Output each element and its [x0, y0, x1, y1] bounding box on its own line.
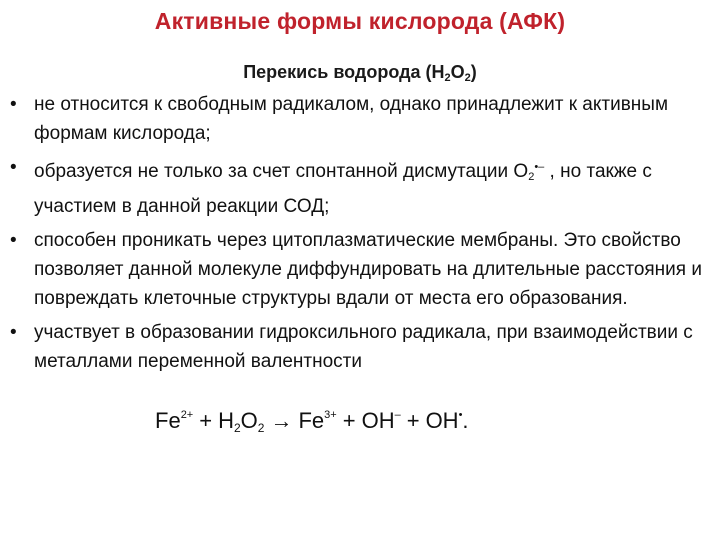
formula-end: .	[462, 408, 469, 433]
formula-fe2: Fe	[298, 408, 325, 433]
formula-h-sub: 2	[233, 421, 241, 435]
bullet-text: участвует в образовании гидроксильного радикала, при взаимодействии с металлами переменной валентности	[34, 322, 693, 372]
bullet-text-sub: 2	[528, 171, 535, 183]
formula-plus-2: +	[342, 408, 356, 433]
formula-fe1-charge: 2+	[180, 409, 194, 421]
formula-o-sub: 2	[257, 421, 265, 435]
formula-oh2: OH	[425, 408, 459, 433]
formula-h: H	[218, 408, 234, 433]
subtitle-prefix: Перекись водорода (H	[243, 62, 445, 82]
bullet-item	[10, 226, 710, 313]
bullet-list	[10, 90, 710, 381]
subtitle-mid: O	[450, 62, 465, 82]
slide-subtitle	[0, 62, 720, 84]
slide-title: Активные формы кислорода (АФК)	[154, 8, 566, 34]
formula-arrow: →	[270, 408, 293, 433]
formula-o: O	[240, 408, 258, 433]
bullet-text-pre: образуется не только за счет спонтанной дисмутации O	[34, 161, 529, 182]
bullet-text-sup: •–	[534, 161, 545, 173]
formula-oh1: OH	[361, 408, 395, 433]
bullet-text: способен проникать через цитоплазматические мембраны. Это свойство позволяет данной молекуле диффундировать на длительные расстояния и повреждать клеточные структуры вдали от места его образования.	[34, 230, 702, 309]
formula-plus-3: +	[406, 408, 420, 433]
formula-plus-1: +	[199, 408, 213, 433]
bullet-item	[10, 318, 710, 376]
bullet-text-post: , но также с участием в данной реакции СОД;	[34, 161, 652, 217]
bullet-glyph: •	[10, 157, 17, 178]
formula-fe1: Fe	[155, 408, 181, 433]
subtitle-sub-1: 2	[444, 72, 451, 84]
bullet-glyph: •	[10, 230, 17, 251]
subtitle-suffix: )	[470, 62, 477, 82]
formula-fe2-charge: 3+	[324, 409, 337, 421]
reaction-formula	[155, 408, 575, 435]
bullet-glyph: •	[10, 322, 17, 343]
subtitle-sub-2: 2	[464, 72, 471, 84]
bullet-item	[10, 90, 710, 148]
formula-oh2-radical: •	[458, 409, 463, 421]
bullet-text: не относится к свободным радикалом, однако принадлежит к активным формам кислорода;	[34, 94, 669, 144]
formula-oh1-charge: –	[394, 409, 401, 421]
bullet-item	[10, 153, 710, 221]
bullet-glyph: •	[10, 94, 17, 115]
